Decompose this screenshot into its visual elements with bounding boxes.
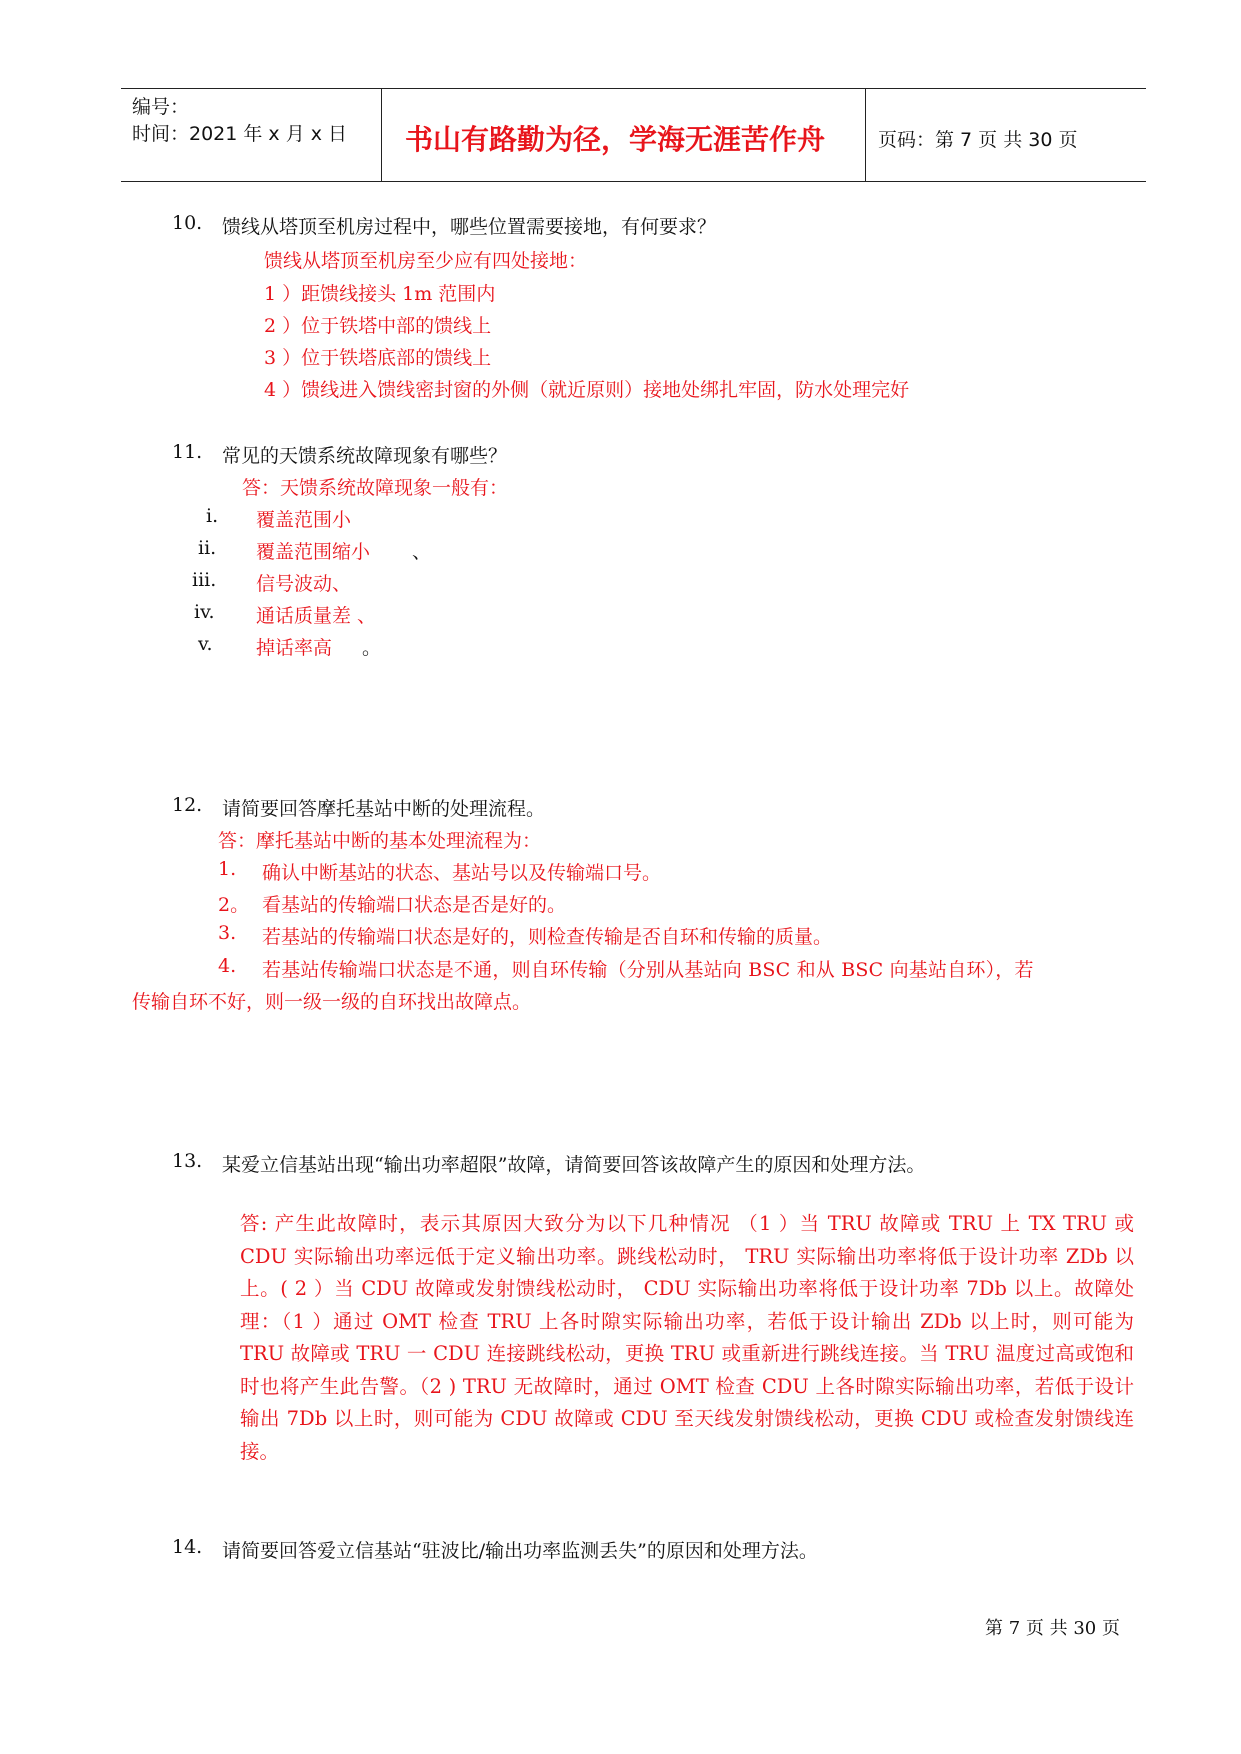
question-10-number: 10. [172, 212, 203, 234]
question-10-text: 馈线从塔顶至机房过程中，哪些位置需要接地，有何要求？ [222, 216, 717, 238]
answer-12-item-number: 2。 [218, 894, 250, 916]
answer-11-item-text: 覆盖范围缩小 [256, 541, 371, 563]
time-label: 时间：2021 年 x 月 x 日 [132, 123, 348, 145]
answer-11-item-number: v. [198, 633, 213, 655]
question-13-number: 13. [172, 1150, 203, 1172]
answer-12-item-number: 1. [218, 858, 237, 880]
answer-11-item-number: iii. [192, 569, 217, 591]
answer-11-intro: 答：天馈系统故障现象一般有： [242, 477, 509, 499]
question-12-text: 请简要回答摩托基站中断的处理流程。 [222, 798, 546, 820]
answer-12-intro: 答：摩托基站中断的基本处理流程为： [218, 830, 542, 852]
serial-label: 编号： [132, 96, 190, 118]
answer-12-item-text: 若基站的传输端口状态是好的，则检查传输是否自环和传输的质量。 [262, 926, 833, 948]
answer-12-continuation: 传输自环不好，则一级一级的自环找出故障点。 [132, 991, 532, 1013]
answer-10-item: 4 ）馈线进入馈线密封窗的外侧（就近原则）接地处绑扎牢固，防水处理完好 [264, 379, 910, 401]
header-motto: 书山有路勤为径，学海无涯苦作舟 [405, 123, 826, 156]
answer-10-intro: 馈线从塔顶至机房至少应有四处接地： [264, 250, 588, 272]
answer-11-item-text: 覆盖范围小 [256, 509, 352, 531]
header-divider-right [865, 89, 866, 181]
answer-10-item: 1 ）距馈线接头 1m 范围内 [264, 283, 496, 305]
question-11-text: 常见的天馈系统故障现象有哪些？ [222, 445, 508, 467]
question-11-number: 11. [172, 441, 203, 463]
page-label: 页码：第 7 页 共 30 页 [878, 129, 1078, 151]
answer-11-item-number: i. [206, 505, 219, 527]
answer-11-item-text: 通话质量差 、 [256, 605, 377, 627]
answer-12-item-number: 3. [218, 922, 237, 944]
answer-10-item: 2 ）位于铁塔中部的馈线上 [264, 315, 492, 337]
answer-10-item: 3 ）位于铁塔底部的馈线上 [264, 347, 492, 369]
answer-11-item-text: 信号波动、 [256, 573, 352, 595]
answer-11-item-text: 掉话率高 [256, 637, 333, 659]
question-14-text: 请简要回答爱立信基站“驻波比/输出功率监测丢失”的原因和处理方法。 [222, 1540, 818, 1562]
page-footer: 第 7 页 共 30 页 [985, 1618, 1120, 1639]
answer-13-text: 答: 产生此故障时，表示其原因大致分为以下几种情况 （1 ）当 TRU 故障或 TRU 上 TX TRU 或 CDU 实际输出功率远低于定义输出功率。跳线松动时， TRU 实际输出功率将低于设计功率 ZDb 以上。( 2 ）当 CDU 故障或发射馈线松动时， CDU 实际输出功率将低于设计功率 7Db 以上。故障处理：（1 ）通过 OMT 检查 TRU 上各时隙实际输出功率，若低于设计输出 ZDb 以上时，则可能为 TRU 故障或 TRU 一 CDU 连接跳线松动，更换 TRU 或重新进行跳线连接。当 TRU 温度过高或饱和时也将产生此告警。（2 ) TRU 无故障时，通过 OMT 检查 CDU 上各时隙实际输出功率，若低于设计输出 7Db 以上时，则可能为 CDU 故障或 CDU 至天线发射馈线松动，更换 CDU 或检查发射馈线连接。 [240, 1212, 1134, 1463]
answer-11-item-tail: 、 [412, 541, 432, 563]
answer-12-item-text: 看基站的传输端口状态是否是好的。 [262, 894, 567, 916]
answer-12-item-text: 确认中断基站的状态、基站号以及传输端口号。 [262, 862, 662, 884]
question-14-number: 14. [172, 1536, 203, 1558]
answer-12-item-text: 若基站传输端口状态是不通，则自环传输（分别从基站向 BSC 和从 BSC 向基站自环），若 [262, 959, 1034, 981]
question-13-text: 某爱立信基站出现“输出功率超限”故障，请简要回答该故障产生的原因和处理方法。 [222, 1154, 926, 1176]
answer-12-item-number: 4. [218, 955, 237, 977]
header-divider-left [381, 89, 382, 181]
answer-11-item-tail: 。 [362, 637, 382, 659]
answer-11-item-number: iv. [194, 601, 215, 623]
answer-11-item-number: ii. [198, 537, 217, 559]
question-12-number: 12. [172, 794, 203, 816]
